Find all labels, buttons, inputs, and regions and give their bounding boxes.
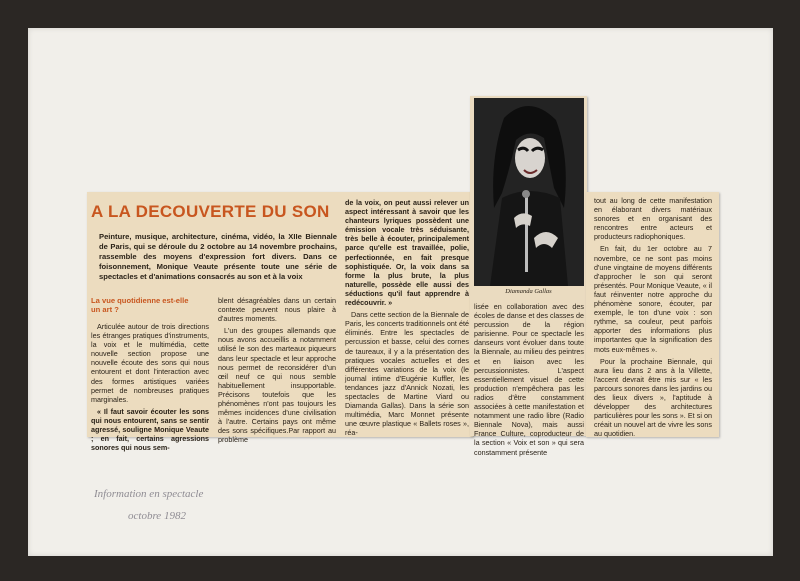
paragraph: blent désagréables dans un certain contexte peuvent nous plaire à d'autres moments. xyxy=(218,296,336,324)
article-clipping-right xyxy=(586,192,719,437)
article-headline: A LA DECOUVERTE DU SON xyxy=(91,202,330,221)
article-intro: Peinture, musique, architecture, cinéma, vidéo, la XIIe Biennale de Paris, qui se déroule du 2 octobre au 14 novembre prochains, rassemble des moyens d'expression fort divers. Dans ce foisonnement, Monique Veaute présente toute une série de spectacles et d'animations consacrés au son et à la voix xyxy=(99,232,337,281)
paragraph: tout au long de cette manifestation en élaborant divers matériaux sonores et en organisant des rencontres entre acteurs et producteurs radiophoniques. xyxy=(594,196,712,242)
handwritten-note-line-2: octobre 1982 xyxy=(128,510,186,522)
article-clipping-main xyxy=(87,192,473,453)
photo-caption: Diamanda Gallas xyxy=(505,288,552,295)
article-column-5 xyxy=(594,196,712,441)
paragraph: L'un des groupes allemands que nous avons accueillis a notamment utilisé le son des marteaux piqueurs dans leur spectacle et leur approche nous permet de reconsidérer d'un œil neuf ce qui nous semble habituellement insupportable. Précisons toutefois que les phénomènes n'ont pas toujours les mêmes incidences d'une civilisation à l'autre. Certains pays ont même des sons spécifiques.Par rapport au problème xyxy=(218,326,336,445)
paragraph: Articulée autour de trois directions les étranges pratiques d'instruments, la voix et le multimédia, cette nouvelle section propose une nouvelle écoute des sons qui nous entourent et dont l'interaction avec des formes artistiques variées permet de nombreuses pratiques marginales. xyxy=(91,322,209,404)
paragraph: Dans cette section de la Biennale de Paris, les concerts traditionnels ont été éliminés. Entre les spectacles de percussion et basse, celui des cornes de taureaux, il y a la présentation des pratiques vocales actuelles et des différentes variations de la voix (le journal intime d'Eugénie Kuffler, les tendances jazz d'Annick Nozati, les spectacles de Martine Viard ou Diamanda Gallas). Dans la série son multimédia, Marc Monnet présente une œuvre plastique « Ballets roses », réa- xyxy=(345,310,469,438)
handwritten-note-line-1: Information en spectacle xyxy=(94,488,204,500)
paragraph: lisée en collaboration avec des écoles de danse et des classes de percussion de la région parisienne. Pour ce spectacle les danseurs vont évoluer dans toute la Biennale, au milieu des peintres et en liaison avec les percussionnistes. L'aspect essentiellement visuel de cette production n'empêchera pas les radios d'être constamment associées à cette manifestation et notamment une radio libre (Radio Biennale Nova), mais aussi France Culture, coproducteur de la section « Voix et son » qui sera constamment présente xyxy=(474,302,584,457)
article-column-3 xyxy=(345,198,469,440)
article-column-1 xyxy=(91,322,209,455)
paragraph: « Il faut savoir écouter les sons qui nous entourent, sans se sentir agressé, souligne Monique Veaute ; en fait, certains agressions sonores qui nous sem- xyxy=(91,406,209,453)
article-column-4 xyxy=(474,302,584,460)
article-subhead: La vue quotidienne est-elle un art ? xyxy=(91,296,189,314)
paragraph: Pour la prochaine Biennale, qui aura lieu dans 2 ans à la Villette, l'accent devrait être mis sur « les parcours sonores dans les jardins ou des lieux divers », l'aptitude à développer des architectures particulières pour les sons ». Et si on créait un nouvel art de vivre les sons au quotidien. xyxy=(594,356,712,439)
article-clipping-photo xyxy=(470,96,587,457)
handwritten-note xyxy=(94,483,203,527)
paragraph: En fait, du 1er octobre au 7 novembre, ce ne sont pas moins d'une vingtaine de moyens différents d'approcher le son qui seront présentés. Pour Monique Veaute, « il faut réinventer notre approche du phénomène sonore, écouter, par exemple, le ton d'une voix : son rythme, sa couleur, peut parfois apporter des informations plus importantes que la signification des mots eux-mêmes ». xyxy=(594,244,712,354)
paragraph: de la voix, on peut aussi relever un aspect intéressant à savoir que les chanteurs lyriques possèdent une émission vocale très séduisante, très belle à écouter, principalement parce qu'elle est travaillée, polie, perfectionnée, en fait presque sophistiquée. Or, la voix dans sa forme la plus brute, la plus naturelle, possède elle aussi des séductions qu'il faut apprendre à redécouvrir. » xyxy=(345,198,469,308)
performer-photo xyxy=(474,98,584,286)
article-column-2 xyxy=(218,296,336,448)
